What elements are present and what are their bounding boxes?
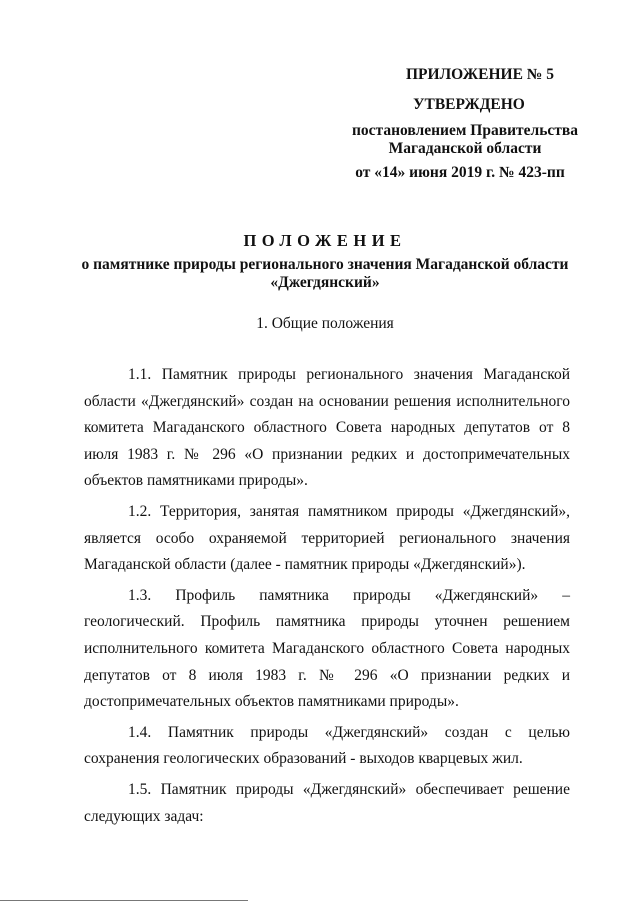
paragraph-1-2: 1.2. Территория, занятая памятником природы «Джегдянский», является особо охраняемой территорией регионального значения Магаданской области (далее - памятник природы «Джегдянский»). (84, 502, 570, 574)
approval-block (320, 66, 610, 182)
section-title: 1. Общие положения (256, 315, 394, 332)
document-heading (70, 232, 580, 292)
document-title: ПОЛОЖЕНИЕ (243, 231, 407, 250)
document-body (84, 362, 570, 834)
decree-line-1: постановлением Правительства (351, 122, 579, 139)
paragraph-1-4: 1.4. Памятник природы «Джегдянский» создан с целью сохранения геологических образований - выходов кварцевых жил. (84, 723, 570, 768)
paragraph-1-3: 1.3. Профиль памятника природы «Джегдянский» – геологический. Профиль памятника природы уточнен решением исполнительного комитета Магаданского областного Совета народных депутатов от 8 июля 1983 г. № 296 «О признании редких и достопримечательных объектов памятниками природы». (84, 586, 570, 711)
decree-date: от «14» июня 2019 г. № 423-пп (355, 164, 565, 181)
document-subtitle-line-2: «Джегдянский» (270, 274, 380, 291)
paragraph-1-5: 1.5. Памятник природы «Джегдянский» обеспечивает решение следующих задач: (84, 780, 570, 825)
approved-stamp: УТВЕРЖДЕНО (413, 96, 525, 113)
paragraph-1-1: 1.1. Памятник природы регионального значения Магаданской области «Джегдянский» создан на основании решения исполнительного комитета Магаданского областного Совета народных депутатов от 8 июля 1983 г. № 296 «О признании редких и достопримечательных объектов памятниками природы». (84, 366, 570, 490)
document-subtitle-line-1: о памятнике природы регионального значения Магаданской области (81, 256, 569, 273)
decree-line-2: Магаданской области (388, 140, 542, 157)
annex-number: ПРИЛОЖЕНИЕ № 5 (406, 66, 554, 83)
scan-edge-line (0, 900, 248, 901)
